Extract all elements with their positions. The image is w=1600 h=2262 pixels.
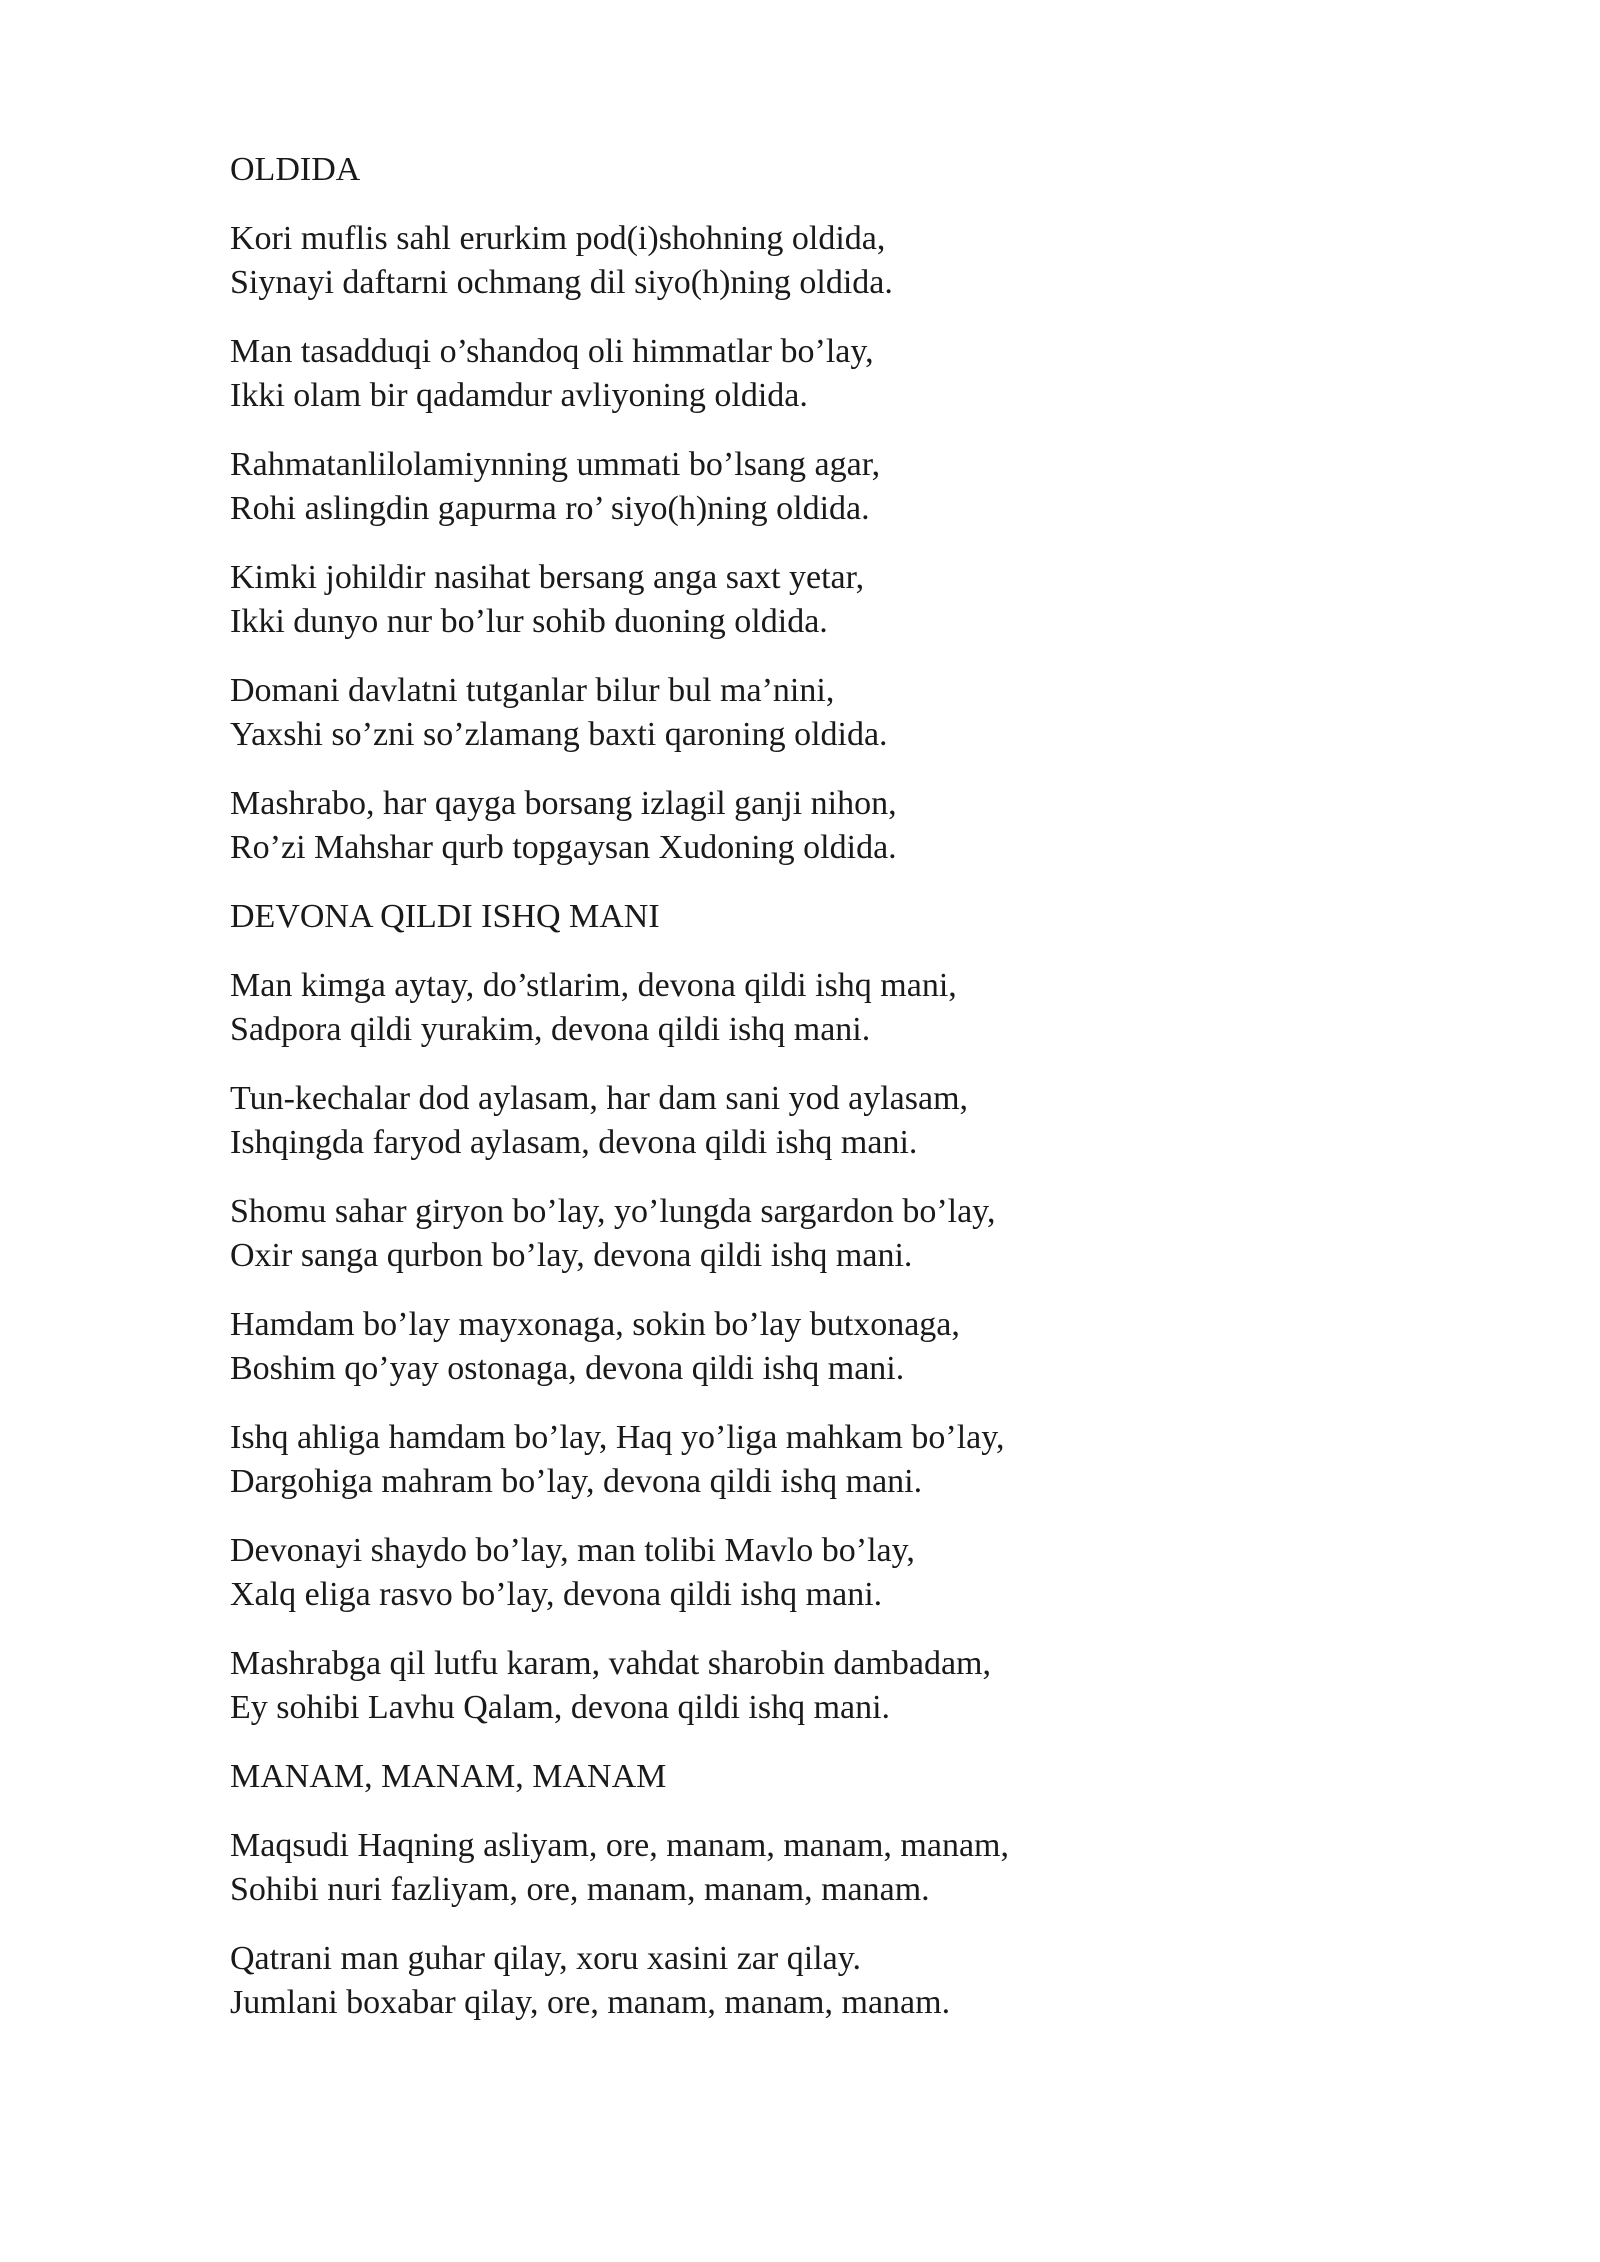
stanza [230,330,1430,418]
poem-devona-qildi-ishq-mani [230,895,1430,1730]
stanza [230,1190,1430,1278]
verse-line: Shomu sahar giryon bo’lay, yo’lungda sargardon bo’lay, [230,1193,996,1230]
verse-line: Oxir sanga qurbon bo’lay, devona qildi ishq mani. [230,1237,913,1274]
stanza [230,1303,1430,1391]
verse-line: Man kimga aytay, do’stlarim, devona qildi ishq mani, [230,967,957,1004]
stanza [230,1416,1430,1504]
stanza [230,1824,1430,1912]
verse-line: Sohibi nuri fazliyam, ore, manam, manam, manam. [230,1871,930,1908]
verse-line: Hamdam bo’lay mayxonaga, sokin bo’lay butxonaga, [230,1306,960,1343]
verse-line: Domani davlatni tutganlar bilur bul ma’nini, [230,672,835,709]
poem-title: OLDIDA [230,151,361,188]
stanza [230,782,1430,870]
verse-line: Mashrabo, har qayga borsang izlagil ganji nihon, [230,785,897,822]
verse-line: Ey sohibi Lavhu Qalam, devona qildi ishq mani. [230,1689,891,1726]
verse-line: Kori muflis sahl erurkim pod(i)shohning oldida, [230,220,886,257]
stanza [230,1937,1430,2025]
verse-line: Jumlani boxabar qilay, ore, manam, manam, manam. [230,1984,951,2021]
stanza [230,217,1430,305]
stanza [230,1529,1430,1617]
verse-line: Xalq eliga rasvo bo’lay, devona qildi ishq mani. [230,1576,883,1613]
verse-line: Dargohiga mahram bo’lay, devona qildi ishq mani. [230,1463,923,1500]
verse-line: Mashrabga qil lutfu karam, vahdat sharobin dambadam, [230,1645,991,1682]
verse-line: Siynayi daftarni ochmang dil siyo(h)ning oldida. [230,264,893,301]
verse-line: Ishqingda faryod aylasam, devona qildi ishq mani. [230,1124,918,1161]
verse-line: Ikki olam bir qadamdur avliyoning oldida. [230,377,808,414]
verse-line: Man tasadduqi o’shandoq oli himmatlar bo’lay, [230,333,874,370]
stanza [230,1642,1430,1730]
verse-line: Boshim qo’yay ostonaga, devona qildi ishq mani. [230,1350,905,1387]
stanza [230,1077,1430,1165]
stanza [230,443,1430,531]
poem-oldida [230,148,1430,870]
stanza [230,964,1430,1052]
verse-line: Maqsudi Haqning asliyam, ore, manam, manam, manam, [230,1827,1009,1864]
verse-line: Qatrani man guhar qilay, xoru xasini zar qilay. [230,1940,861,1977]
verse-line: Tun-kechalar dod aylasam, har dam sani yod aylasam, [230,1080,969,1117]
verse-line: Rahmatanlilolamiynning ummati bo’lsang agar, [230,446,881,483]
document-page [230,148,1430,2050]
verse-line: Ishq ahliga hamdam bo’lay, Haq yo’liga mahkam bo’lay, [230,1419,1005,1456]
verse-line: Devonayi shaydo bo’lay, man tolibi Mavlo bo’lay, [230,1532,915,1569]
stanza [230,556,1430,644]
stanza [230,669,1430,757]
verse-line: Ikki dunyo nur bo’lur sohib duoning oldida. [230,603,828,640]
poem-title: MANAM, MANAM, MANAM [230,1758,667,1795]
poem-manam-manam-manam [230,1755,1430,2025]
verse-line: Yaxshi so’zni so’zlamang baxti qaroning oldida. [230,716,888,753]
verse-line: Sadpora qildi yurakim, devona qildi ishq mani. [230,1011,871,1048]
verse-line: Ro’zi Mahshar qurb topgaysan Xudoning oldida. [230,829,897,866]
verse-line: Kimki johildir nasihat bersang anga saxt yetar, [230,559,865,596]
verse-line: Rohi aslingdin gapurma ro’ siyo(h)ning oldida. [230,490,870,527]
poem-title: DEVONA QILDI ISHQ MANI [230,898,660,935]
